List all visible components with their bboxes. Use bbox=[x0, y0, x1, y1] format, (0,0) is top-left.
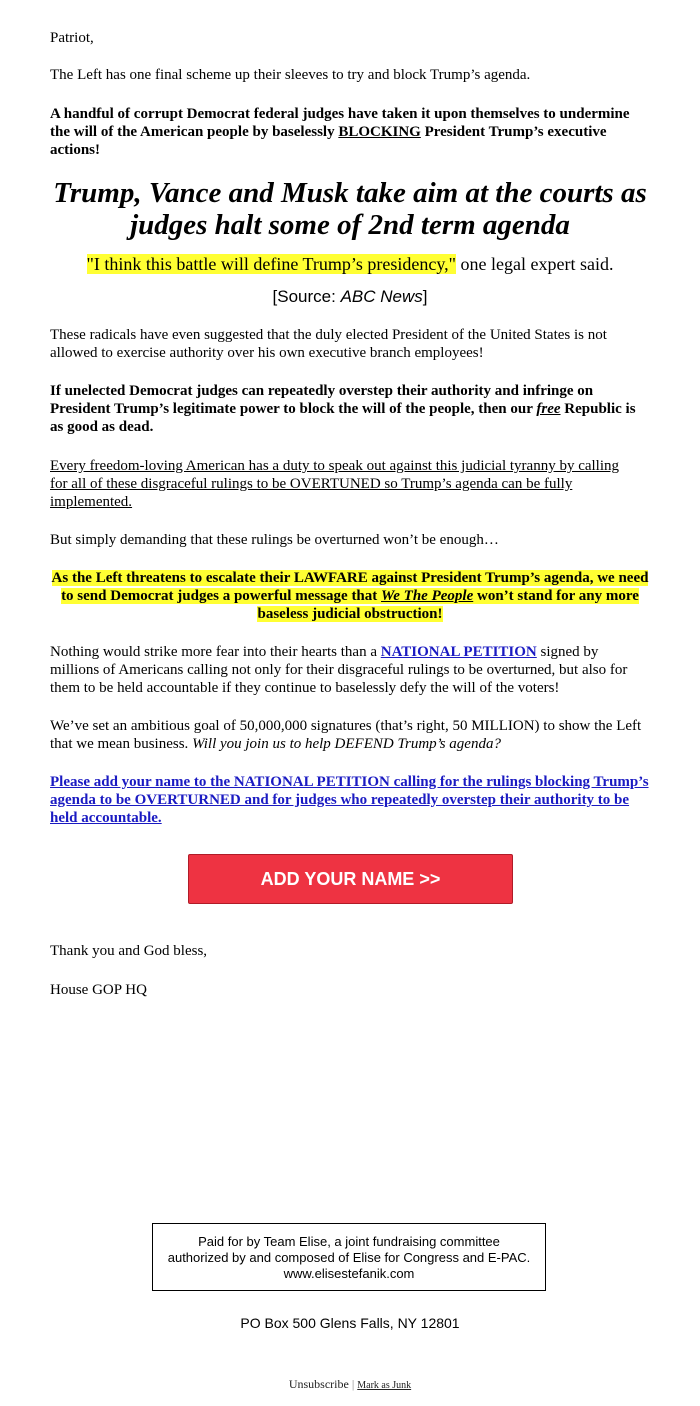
paid-for-disclaimer: Paid for by Team Elise, a joint fundraising committee authorized by and composed of Elise for Congress and E-PAC. www.elisestefanik.com bbox=[152, 1223, 546, 1291]
lawfare-text-end: won’t stand for any more baseless judicial obstruction! bbox=[257, 588, 639, 622]
paragraph-petition bbox=[50, 643, 650, 697]
paragraph-judges bbox=[50, 105, 640, 159]
source-citation bbox=[50, 287, 650, 307]
unelected-text-end: Republic is as good as dead. bbox=[50, 401, 636, 435]
footer-separator: | bbox=[351, 1377, 355, 1391]
free-word: free bbox=[536, 401, 561, 417]
unelected-text-start: If unelected Democrat judges can repeatedly overstep their authority and infringe on President Trump’s legitimate power to block the will of the people, then our bbox=[50, 383, 594, 417]
add-name-link[interactable]: Please add your name to the NATIONAL PETITION calling for the rulings blocking Trump’s agenda to be OVERTURNED and for judges who repeatedly overstep their authority to be held accountable. bbox=[50, 774, 649, 826]
judges-text-end: President Trump’s executive actions! bbox=[50, 124, 607, 158]
lawfare-text-start: As the Left threatens to escalate their LAWFARE against President Trump’s agenda, we need to send Democrat judges a powerful message that bbox=[51, 570, 649, 604]
headline: Trump, Vance and Musk take aim at the courts as judges halt some of 2nd term agenda bbox=[53, 177, 647, 241]
mailing-address: PO Box 500 Glens Falls, NY 12801 bbox=[240, 1315, 460, 1331]
petition-text-start: Nothing would strike more fear into their hearts than a bbox=[50, 644, 381, 660]
add-your-name-button[interactable]: ADD YOUR NAME >> bbox=[188, 854, 513, 904]
goal-text: We’ve set an ambitious goal of 50,000,000 signatures (that’s right, 50 MILLION) to show the Left that we mean business. bbox=[50, 718, 642, 752]
unsubscribe-link[interactable]: Unsubscribe bbox=[288, 1377, 349, 1391]
highlighted-quote: "I think this battle will define Trump’s presidency," bbox=[86, 254, 457, 274]
paragraph-goal bbox=[50, 717, 650, 753]
closing-thanks: Thank you and God bless, bbox=[50, 943, 208, 959]
source-name: ABC News bbox=[340, 287, 423, 306]
footer-links bbox=[0, 1377, 700, 1393]
paragraph-demand: But simply demanding that these rulings be overturned won’t be enough… bbox=[50, 532, 499, 548]
paragraph-cta bbox=[50, 773, 650, 827]
paragraph-lawfare bbox=[50, 569, 650, 623]
we-the-people: We The People bbox=[381, 588, 474, 604]
greeting: Patriot, bbox=[50, 30, 94, 46]
petition-text-end: signed by millions of Americans calling not only for their disgraceful rulings to be overturned, but also for them to be held accountable if they continue to baselessly defy the will of the voters! bbox=[50, 644, 628, 696]
blocking-word: BLOCKING bbox=[338, 124, 421, 140]
expert-quote bbox=[50, 253, 650, 275]
paragraph-duty: Every freedom-loving American has a duty to speak out against this judicial tyranny by calling for all of these disgraceful rulings to be OVERTUNED so Trump’s agenda can be fully implemented. bbox=[50, 458, 620, 510]
source-suffix: ] bbox=[422, 287, 428, 306]
mark-as-junk-link[interactable]: Mark as Junk bbox=[357, 1380, 412, 1391]
paragraph-unelected bbox=[50, 382, 650, 436]
paragraph-radicals: These radicals have even suggested that the duly elected President of the United States is not allowed to exercise authority over his own executive branch employees! bbox=[50, 327, 607, 361]
paragraph-scheme: The Left has one final scheme up their sleeves to try and block Trump’s agenda. bbox=[50, 67, 531, 83]
national-petition-link[interactable]: NATIONAL PETITION bbox=[380, 644, 537, 660]
quote-attribution: one legal expert said. bbox=[456, 254, 614, 274]
goal-question: Will you join us to help DEFEND Trump’s agenda? bbox=[192, 736, 501, 752]
source-prefix: [Source: bbox=[272, 287, 341, 306]
signature: House GOP HQ bbox=[50, 982, 147, 998]
judges-text-start: A handful of corrupt Democrat federal judges have taken it upon themselves to undermine the will of the American people by baselessly bbox=[50, 106, 630, 140]
